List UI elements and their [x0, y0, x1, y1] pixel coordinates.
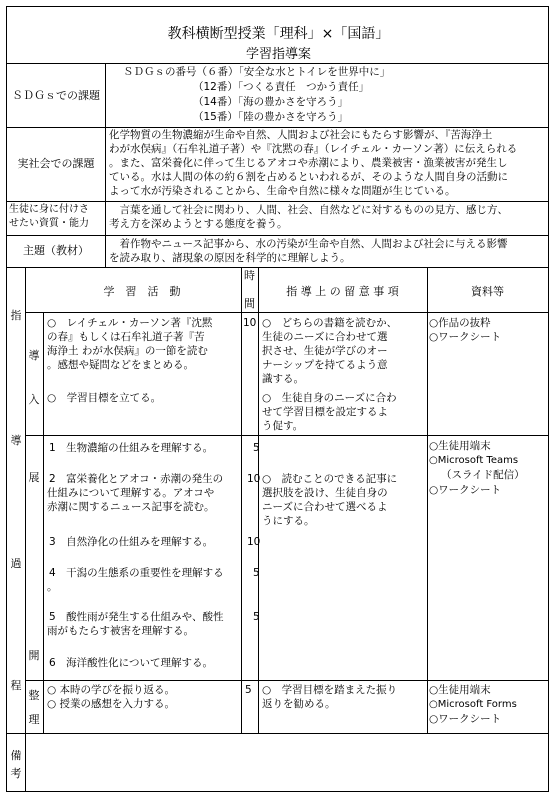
dev-item-line: 6 海洋酸性化について理解する。	[49, 657, 213, 669]
summary-material: ○ワークシート	[429, 713, 502, 725]
intro-note-line: せて学習目標を設定するよ	[262, 406, 388, 418]
intro-activity-line: の春』もしくは石牟礼道子著『苦	[47, 331, 205, 343]
summary-time: 5	[245, 684, 252, 696]
intro-material: ○ワークシート	[429, 331, 502, 343]
dev-note-line: ニーズに合わせて選べるよ	[262, 501, 388, 513]
summary-activity-line: ○ 本時の学びを振り返る。	[47, 684, 175, 696]
remarks-label-char: 備	[10, 749, 22, 762]
rule	[7, 63, 548, 64]
dev-material: （スライド配信）	[441, 469, 525, 481]
sdgs-line: （15番）「陸の豊かさを守ろう」	[193, 111, 349, 123]
summary-material: ○生徒用端末	[429, 684, 491, 696]
society-line: 化学物質の生物濃縮が生命や自然、人間および社会にもたらす影響が、『苦海浄土	[109, 129, 493, 141]
summary-note-line: 返りを勧める。	[262, 698, 336, 710]
rule	[25, 312, 548, 313]
intro-note-line: 生徒のニーズに合わせて選	[262, 331, 388, 343]
stage-summary-char: 理	[28, 713, 40, 726]
society-line: わが水俣病』（石牟礼道子著）や『沈黙の春』（レイチェル・カーソン著）に伝えられる	[109, 143, 518, 155]
intro-note-line: う促す。	[262, 420, 304, 432]
dev-item-time: 5	[253, 567, 260, 579]
document-subtitle: 学習指導案	[245, 47, 311, 62]
dev-note-line: 選択肢を設け、生徒自身の	[262, 487, 388, 499]
dev-item-line: 仕組みについて理解する。アオコや	[47, 487, 215, 499]
header-activity: 学 習 活 動	[103, 285, 181, 298]
intro-activity-line: ○ 学習目標を立てる。	[47, 392, 162, 404]
dev-note-line: ○ 読むことのできる記事に	[262, 473, 398, 485]
dev-item-line: 1 生物濃縮の仕組みを理解する。	[49, 442, 214, 454]
summary-activity-line: ○ 授業の感想を入力する。	[47, 698, 175, 710]
dev-item-time: 5	[253, 442, 260, 454]
dev-item-line: 4 干潟の生態系の重要性を理解する	[49, 567, 224, 579]
dev-item-time: 5	[253, 611, 260, 623]
rule	[25, 733, 26, 791]
rule	[25, 267, 26, 733]
dev-note-line: うにする。	[262, 515, 315, 527]
lesson-plan-sheet	[6, 6, 549, 792]
stage-intro-char: 入	[28, 393, 40, 406]
process-label-char: 程	[10, 679, 22, 692]
skills-line: 考え方を深めようとする態度を養う。	[109, 218, 288, 230]
stage-summary-char: 整	[28, 689, 40, 702]
header-time: 時	[244, 269, 255, 282]
remarks-label-char: 考	[10, 767, 22, 780]
society-line: 。また、富栄養化に伴って生じるアオコや赤潮により、農業被害・漁業被害が発生し	[109, 157, 508, 169]
dev-item-time: 10	[247, 473, 261, 485]
theme-line: を読み取り、諸現象の原因を科学的に理解しよう。	[109, 252, 351, 264]
rule	[25, 680, 548, 681]
intro-activity-line: ○ レイチェル・カーソン著『沈黙	[47, 317, 213, 329]
dev-material: ○ワークシート	[429, 484, 502, 496]
rule	[7, 235, 548, 236]
dev-item-line: 雨がもたらす被害を理解する。	[47, 625, 194, 637]
rule	[7, 201, 548, 202]
dev-item-time: 10	[247, 536, 261, 548]
rule	[241, 267, 242, 733]
intro-note-line: ナーシップを持てるよう意	[262, 359, 388, 371]
theme-label: 主題（教材）	[23, 244, 89, 257]
process-label-char: 導	[10, 434, 22, 447]
rule	[7, 127, 548, 128]
intro-note-line: 択させ、生徒が学びのオー	[262, 345, 388, 357]
dev-item-line: 赤潮に関するニュース記事を読む。	[47, 501, 215, 513]
skills-label: せたい資質・能力	[9, 218, 89, 229]
summary-note-line: ○ 学習目標を踏まえた振り	[262, 684, 398, 696]
header-time: 間	[244, 297, 255, 310]
society-label: 実社会での課題	[17, 157, 95, 170]
dev-item-line: 5 酸性雨が発生する仕組みや、酸性	[49, 611, 224, 623]
intro-activity-line: 海浄土 わが水俣病』の一節を読む	[47, 345, 208, 357]
rule	[258, 267, 259, 733]
rule	[105, 63, 106, 267]
intro-note-line: 識する。	[262, 373, 304, 385]
summary-material: ○Microsoft Forms	[429, 699, 517, 710]
process-label-char: 指	[10, 309, 22, 322]
rule	[43, 312, 44, 733]
society-line: よって水が汚染されることから、生命や自然に様々な問題が生じている。	[109, 185, 456, 197]
document-title: 教科横断型授業「理科」×「国語」	[167, 26, 390, 42]
header-notes: 指 導 上 の 留 意 事 項	[286, 285, 399, 298]
stage-development-char: 開	[28, 649, 40, 662]
rule	[7, 267, 548, 268]
society-line: ている。水は人間の体の約６割を占めるといわれるが、そのような人間自身の活動に	[109, 171, 508, 183]
dev-item-line: 2 富栄養化とアオコ・赤潮の発生の	[49, 473, 224, 485]
sdgs-label: ＳＤＧｓでの課題	[12, 89, 100, 102]
dev-material: ○Microsoft Teams	[429, 455, 519, 466]
intro-note-line: ○ どちらの書籍を読むか、	[262, 317, 398, 329]
intro-time: 10	[243, 317, 257, 329]
skills-label: 生徒に身に付けさ	[9, 204, 89, 215]
dev-item-line: 。	[47, 581, 58, 593]
sdgs-line: ＳＤＧｓの番号（６番）「安全な水とトイレを世界中に」	[123, 66, 391, 78]
dev-item-line: 3 自然浄化の仕組みを理解する。	[49, 536, 214, 548]
rule	[25, 435, 548, 436]
process-label-char: 過	[10, 557, 22, 570]
rule	[427, 267, 428, 733]
sdgs-line: （12番）「つくる責任 つかう責任」	[193, 81, 370, 93]
stage-development-char: 展	[28, 471, 40, 484]
skills-line: 言葉を通して社会に関わり、人間、社会、自然などに対するものの見方、感じ方、	[109, 204, 508, 216]
intro-activity-line: 。感想や疑問などをまとめる。	[47, 359, 194, 371]
header-materials: 資料等	[471, 285, 504, 298]
dev-material: ○生徒用端末	[429, 440, 491, 452]
stage-intro-char: 導	[28, 349, 40, 362]
intro-note-line: ○ 生徒自身のニーズに合わ	[262, 392, 397, 404]
sdgs-line: （14番）「海の豊かさを守ろう」	[193, 96, 349, 108]
theme-line: 着作物やニュース記事から、水の汚染が生命や自然、人間および社会に与える影響	[109, 238, 508, 250]
rule	[7, 733, 548, 734]
intro-material: ○作品の抜粋	[429, 317, 491, 329]
